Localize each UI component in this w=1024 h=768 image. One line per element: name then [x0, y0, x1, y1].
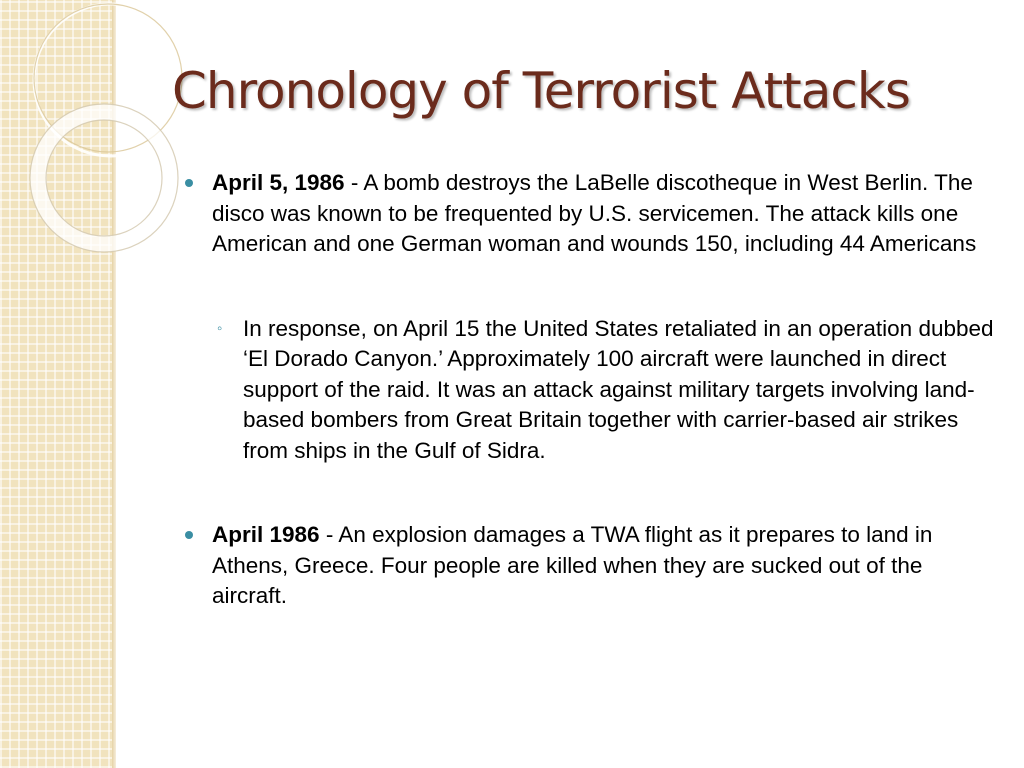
item-date: April 1986 — [212, 522, 320, 547]
bullet-dot-icon — [185, 179, 193, 187]
hollow-circle-bullet-icon: ◦ — [217, 319, 223, 337]
item-text: - A bomb destroys the LaBelle discotheque in West Berlin. The disco was known to be frequented by U.S. servicemen. The attack kills one American and one German woman and wounds 150, including 44 Americans — [212, 170, 977, 256]
list-item-1 — [212, 168, 1002, 466]
slide-title: Chronology of Terrorist Attacks — [172, 62, 910, 120]
decorative-sidebar — [0, 0, 112, 768]
item-text: - An explosion damages a TWA flight as it prepares to land in Athens, Greece. Four people are killed when they are sucked out of the aircraft. — [212, 522, 933, 608]
bullet-dot-icon — [185, 531, 193, 539]
slide-content — [212, 168, 1002, 612]
sidebar-edge — [112, 0, 116, 768]
item-date: April 5, 1986 — [212, 170, 345, 195]
sub-list-item — [217, 314, 1002, 467]
sub-item-text: In response, on April 15 the United States retaliated in an operation dubbed ‘El Dorado Canyon.’ Approximately 100 aircraft were launched in direct support of the raid. It was an attack against military targets involving land-based bombers from Great Britain together with carrier-based air strikes from ships in the Gulf of Sidra. — [243, 315, 994, 463]
list-item-2 — [212, 520, 1002, 612]
